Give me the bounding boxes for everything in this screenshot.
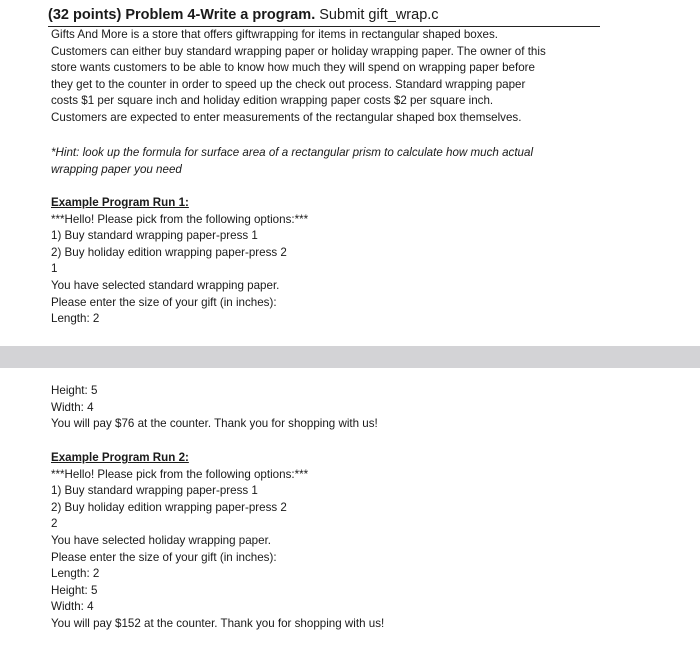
example-run-2-title: Example Program Run 2:	[51, 451, 189, 464]
program-output-line: Length: 2	[51, 567, 100, 581]
program-output-line: 1	[51, 262, 58, 276]
hint-line: *Hint: look up the formula for surface area of a rectangular prism to calculate how much actual	[51, 146, 534, 159]
program-output-line: You will pay $76 at the counter. Thank you for shopping with us!	[51, 417, 378, 431]
program-output-line: ***Hello! Please pick from the following options:***	[51, 212, 309, 226]
description-line: Customers can either buy standard wrapping paper or holiday wrapping paper. The owner of this	[51, 44, 546, 58]
description-line: Customers are expected to enter measurements of the rectangular shaped box themselves.	[51, 110, 522, 124]
program-output-line: You will pay $152 at the counter. Thank you for shopping with us!	[51, 616, 385, 630]
example-run-1-title: Example Program Run 1:	[51, 196, 189, 209]
hint-paragraph	[51, 145, 533, 178]
problem-heading	[48, 6, 600, 24]
program-output-line: 2) Buy holiday edition wrapping paper-press 2	[51, 245, 287, 259]
description-line: store wants customers to be able to know how much they will spend on wrapping paper before	[51, 61, 535, 75]
description-line: costs $1 per square inch and holiday edition wrapping paper costs $2 per square inch.	[51, 94, 494, 108]
program-output-line: Please enter the size of your gift (in inches):	[51, 550, 277, 564]
heading-rule	[48, 6, 600, 27]
program-output-line: 2) Buy holiday edition wrapping paper-press 2	[51, 500, 287, 514]
program-output-line: Length: 2	[51, 312, 100, 326]
program-output-line: Please enter the size of your gift (in inches):	[51, 295, 277, 309]
description-paragraph	[51, 27, 546, 127]
program-output-line: Height: 5	[51, 583, 98, 597]
program-output-line: You have selected holiday wrapping paper.	[51, 533, 272, 547]
program-output-line: 2	[51, 517, 58, 531]
program-output-line: Width: 4	[51, 600, 94, 614]
example-run-1-top	[51, 195, 308, 328]
bottom-section	[0, 368, 700, 667]
program-output-line: 1) Buy standard wrapping paper-press 1	[51, 484, 258, 498]
example-run-2	[51, 450, 384, 633]
description-line: they get to the counter in order to speed up the check out process. Standard wrapping paper	[51, 77, 526, 91]
example-run-1-bottom	[51, 383, 378, 433]
program-output-line: ***Hello! Please pick from the following options:***	[51, 467, 309, 481]
program-output-line: Height: 5	[51, 384, 98, 397]
heading-points: (32 points) Problem 4-Write a program.	[48, 7, 316, 23]
heading-submit: Submit gift_wrap.c	[319, 7, 439, 23]
page-break-divider	[0, 346, 700, 368]
program-output-line: 1) Buy standard wrapping paper-press 1	[51, 229, 258, 243]
hint-line: wrapping paper you need	[51, 162, 182, 176]
program-output-line: You have selected standard wrapping paper.	[51, 278, 280, 292]
description-line: Gifts And More is a store that offers giftwrapping for items in rectangular shaped boxes.	[51, 28, 499, 41]
program-output-line: Width: 4	[51, 400, 94, 414]
